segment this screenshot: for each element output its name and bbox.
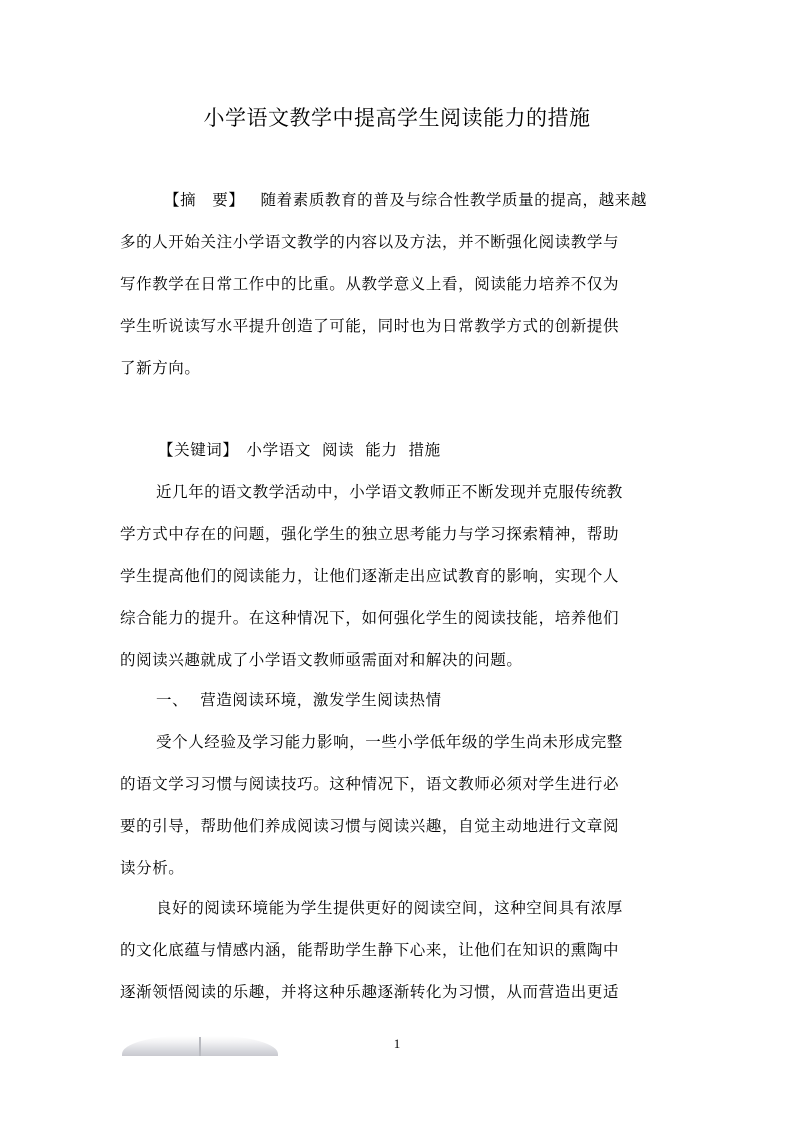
abstract-text-line-5: 了新方向。 [120,359,201,377]
abstract-first-line [164,188,647,212]
abstract-text-line-3: 写作教学在日常工作中的比重。从教学意义上看，阅读能力培养不仅为 [120,275,620,293]
para-2-line-4: 读分析。 [120,859,185,877]
section-1-number: 一、 [156,691,189,709]
abstract-label: 【摘 要】 [164,191,245,209]
para-3-line-3: 逐渐领悟阅读的乐趣，并将这种乐趣逐渐转化为习惯，从而营造出更适 [120,983,620,1001]
para-3-line-2: 的文化底蕴与情感内涵，能帮助学生静下心来，让他们在知识的熏陶中 [120,941,620,959]
intro-line-3: 学生提高他们的阅读能力，让他们逐渐走出应试教育的影响，实现个人 [120,567,620,585]
intro-line-4: 综合能力的提升。在这种情况下，如何强化学生的阅读技能，培养他们 [120,609,620,627]
para-3-line-1: 良好的阅读环境能为学生提供更好的阅读空间，这种空间具有浓厚 [156,899,623,917]
page-number: 1 [393,1036,401,1051]
intro-line-5: 的阅读兴趣就成了小学语文教师亟需面对和解决的问题。 [120,651,523,669]
section-1-heading-line [156,688,442,712]
abstract-text-line-2: 多的人开始关注小学语文教学的内容以及方法，并不断强化阅读教学与 [120,233,620,251]
intro-line-2: 学方式中存在的问题，强化学生的独立思考能力与学习探索精神，帮助 [120,525,620,543]
para-2-line-1: 受个人经验及学习能力影响，一些小学低年级的学生尚未形成完整 [156,733,623,751]
keywords-line [158,438,441,462]
document-title: 小学语文教学中提高学生阅读能力的措施 [203,106,591,130]
section-1-heading: 营造阅读环境，激发学生阅读热情 [200,691,442,709]
abstract-text-line-4: 学生听说读写水平提升创造了可能，同时也为日常教学方式的创新提供 [120,317,620,335]
para-2-line-3: 要的引导，帮助他们养成阅读习惯与阅读兴趣，自觉主动地进行文章阅 [120,817,620,835]
keywords-text: 小学语文 阅读 能力 措施 [246,441,441,459]
keywords-label: 【关键词】 [158,441,239,459]
abstract-text-line-1: 随着素质教育的普及与综合性教学质量的提高，越来越 [260,191,647,209]
para-2-line-2: 的语文学习习惯与阅读技巧。这种情况下，语文教师必须对学生进行必 [120,775,620,793]
intro-line-1: 近几年的语文教学活动中，小学语文教师正不断发现并克服传统教 [156,483,623,501]
